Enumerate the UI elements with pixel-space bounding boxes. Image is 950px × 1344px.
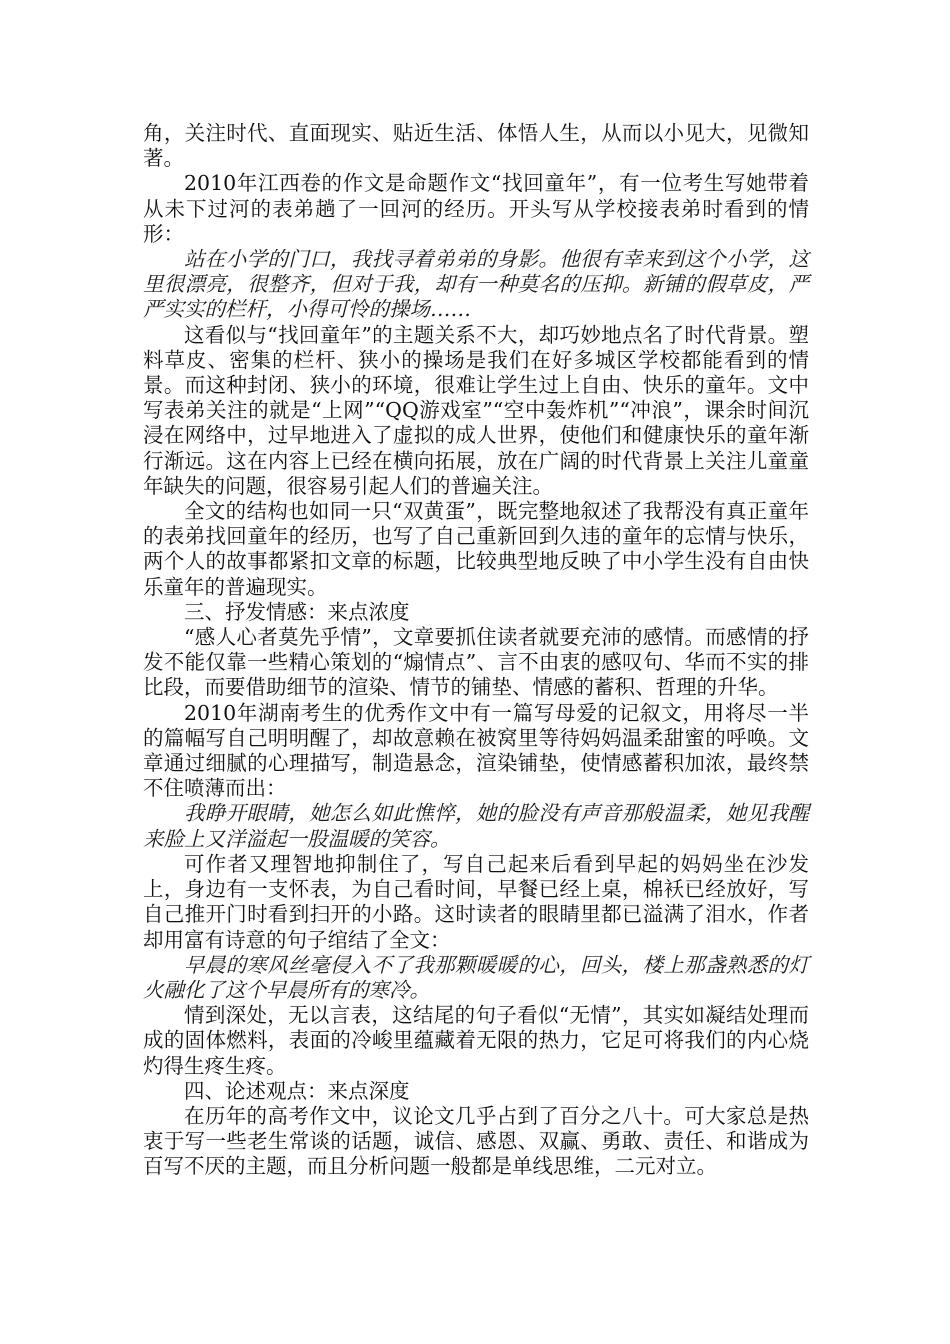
paragraph-restraint: 可作者又理智地抑制住了，写自己起来后看到早起的妈妈坐在沙发上，身边有一支怀表，为自己看时间，早餐已经上桌，棉袄已经放好，写自己推开门时看到扫开的小路。这时读者的眼睛里都已溢满了泪水，作者却用富有诗意的句子绾结了全文： — [143, 851, 809, 952]
quote-morning-wind: 早晨的寒风丝毫侵入不了我那颗暖暖的心，回头，楼上那盏熟悉的灯火融化了这个早晨所有的寒冷。 — [143, 952, 809, 1002]
document-page — [143, 121, 809, 1180]
paragraph-structure: 全文的结构也如同一只“双黄蛋”，既完整地叙述了我帮没有真正童年的表弟找回童年的经历，也写了自己重新回到久违的童年的忘情与快乐，两个人的故事都紧扣文章的标题，比较典型地反映了中小学生没有自由快乐童年的普遍现实。 — [143, 499, 809, 599]
paragraph-intro-continuation: 角，关注时代、直面现实、贴近生活、体悟人生，从而以小见大，见微知著。 — [143, 121, 809, 171]
paragraph-emotion-intro: “感人心者莫先乎情”，文章要抓住读者就要充沛的感情。而感情的抒发不能仅靠一些精心策划的“煽情点”、言不由衷的感叹句、华而不实的排比段，而要借助细节的渲染、情节的铺垫、情感的蓄积、哲理的升华。 — [143, 625, 809, 700]
section-heading-argument: 四、论述观点：来点深度 — [184, 1078, 410, 1103]
section-heading-emotion: 三、抒发情感：来点浓度 — [184, 599, 410, 624]
quote-mother-face: 我睁开眼睛，她怎么如此憔悴，她的脸没有声音那般温柔，她见我醒来脸上又洋溢起一股温暖的笑容。 — [143, 801, 809, 851]
paragraph-analysis-background: 这看似与“找回童年”的主题关系不大，却巧妙地点名了时代背景。塑料草皮、密集的栏杆、狭小的操场是我们在好多城区学校都能看到的情景。而这种封闭、狭小的环境，很难让学生过上自由、快乐的童年。文中写表弟关注的就是“上网”“QQ游戏室”“空中轰炸机”“冲浪”，课余时间沉浸在网络中，过早地进入了虚拟的成人世界，使他们和健康快乐的童年渐行渐远。这在内容上已经在横向拓展，放在广阔的时代背景上关注儿童童年缺失的问题，很容易引起人们的普遍关注。 — [143, 322, 809, 498]
paragraph-jiangxi-example: 2010年江西卷的作文是命题作文“找回童年”，有一位考生写她带着从未下过河的表弟趟了一回河的经历。开头写从学校接表弟时看到的情形： — [143, 171, 809, 246]
quote-school-gate: 站在小学的门口，我找寻着弟弟的身影。他很有幸来到这个小学，这里很漂亮，很整齐，但对于我，却有一种莫名的压抑。新铺的假草皮，严严实实的栏杆，小得可怜的操场…… — [143, 247, 809, 322]
paragraph-ending-analysis: 情到深处，无以言表，这结尾的句子看似“无情”，其实如凝结处理而成的固体燃料，表面的冷峻里蕴藏着无限的热力，它足可将我们的内心烧灼得生疼生疼。 — [143, 1003, 809, 1078]
paragraph-argument-intro: 在历年的高考作文中，议论文几乎占到了百分之八十。可大家总是热衷于写一些老生常谈的话题，诚信、感恩、双赢、勇敢、责任、和谐成为百写不厌的主题，而且分析问题一般都是单线思维，二元对立。 — [143, 1103, 809, 1179]
paragraph-hunan-example: 2010年湖南考生的优秀作文中有一篇写母爱的记叙文，用将尽一半的篇幅写自己明明醒了，却故意赖在被窝里等待妈妈温柔甜蜜的呼唤。文章通过细腻的心理描写，制造悬念，渲染铺垫，使情感蓄积加浓，最终禁不住喷薄而出： — [143, 700, 809, 801]
